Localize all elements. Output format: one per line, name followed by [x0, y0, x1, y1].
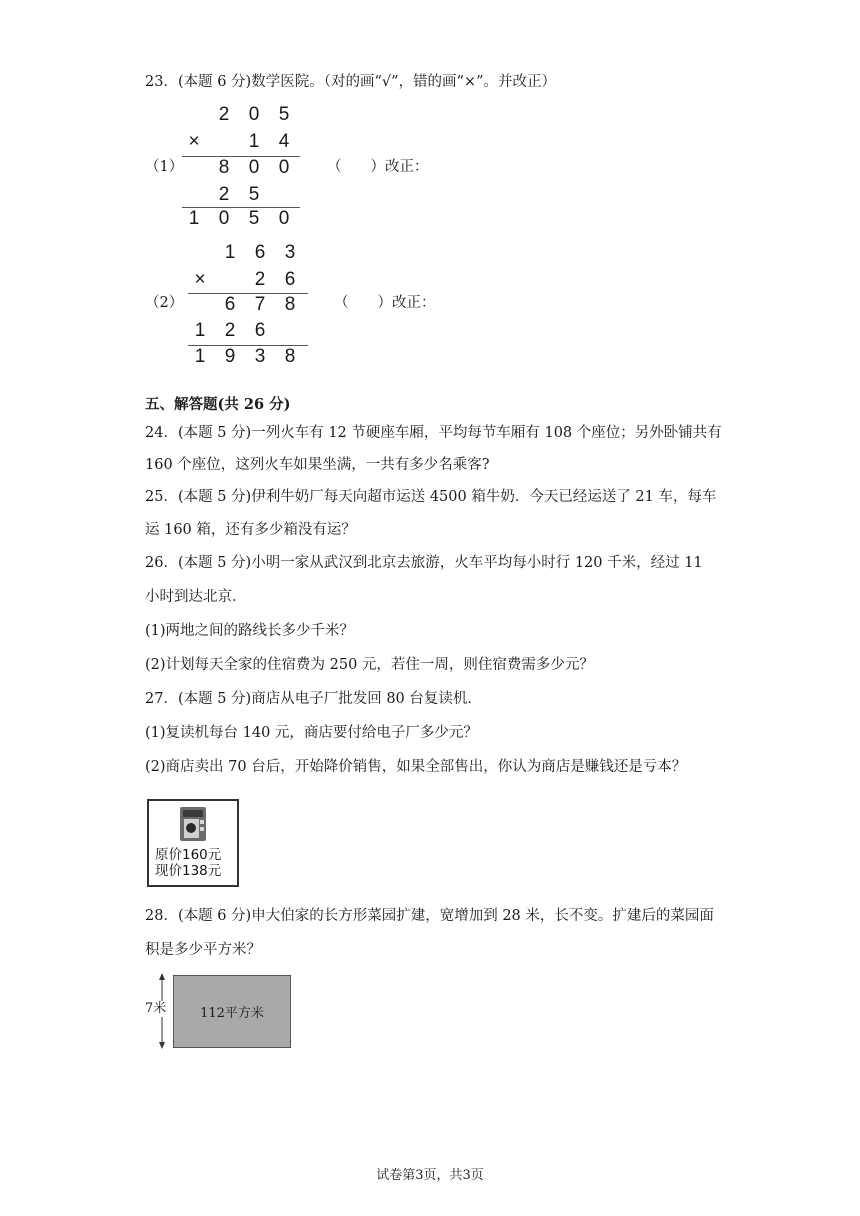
digit: 8 — [284, 346, 296, 367]
q27-sub1: (1)复读机每台 140 元，商店要付给电子厂多少元？ — [145, 725, 478, 741]
q25-line1: 25．(本题 5 分)伊利牛奶厂每天向超市运送 4500 箱牛奶．今天已经运送了 21 车，每车 — [145, 489, 717, 505]
digit: 2 — [254, 269, 266, 290]
side-label: 7米 — [145, 1001, 167, 1016]
original-price: 原价160元 — [155, 847, 222, 863]
garden-rectangle — [173, 975, 291, 1048]
digit: 8 — [218, 157, 230, 178]
digit: 7 — [254, 294, 266, 315]
digit: 5 — [248, 208, 260, 229]
digit: 4 — [278, 131, 290, 152]
price-card — [147, 799, 239, 887]
q27-sub2: (2)商店卖出 70 台后，开始降价销售，如果全部售出，你认为商店是赚钱还是亏本？ — [145, 759, 687, 775]
tape-recorder-icon — [177, 805, 209, 843]
q24-line2: 160 个座位，这列火车如果坐满，一共有多少名乘客? — [145, 457, 490, 473]
digit: 2 — [218, 104, 230, 125]
digit: 3 — [284, 242, 296, 263]
q26-sub1: (1)两地之间的路线长多少千米？ — [145, 623, 355, 639]
digit: 9 — [224, 346, 236, 367]
area-label: 112平方米 — [200, 1006, 264, 1021]
digit: 6 — [254, 242, 266, 263]
q23-item2-answer-blank[interactable]: （ ）改正： — [334, 295, 436, 311]
digit: 0 — [278, 208, 290, 229]
q26-line2: 小时到达北京． — [145, 589, 247, 605]
q26-sub2: (2)计划每天全家的住宿费为 250 元，若住一周，则住宿费需多少元？ — [145, 657, 594, 673]
q27-line1: 27．(本题 5 分)商店从电子厂批发回 80 台复读机． — [145, 691, 482, 707]
digit: 0 — [248, 157, 260, 178]
digit: 3 — [254, 346, 266, 367]
digit: 6 — [254, 320, 266, 341]
q28-line2: 积是多少平方米？ — [145, 942, 261, 958]
digit: 6 — [224, 294, 236, 315]
digit: 0 — [248, 104, 260, 125]
garden-figure — [145, 973, 295, 1049]
digit: 1 — [194, 320, 206, 341]
current-price: 现价138元 — [155, 863, 222, 879]
digit: 0 — [278, 157, 290, 178]
digit: 1 — [248, 131, 260, 152]
q24-line1: 24．(本题 5 分)一列火车有 12 节硬座车厢，平均每节车厢有 108 个座位；另外卧铺共有 — [145, 425, 722, 441]
section-heading: 五、解答题(共 26 分) — [145, 396, 291, 413]
page-footer: 试卷第3页，共3页 — [376, 1168, 484, 1183]
digit: 1 — [194, 346, 206, 367]
digit: 2 — [218, 184, 230, 205]
multiplication-2 — [186, 242, 316, 368]
q23-item1-answer-blank[interactable]: （ ）改正： — [327, 159, 429, 175]
digit: 5 — [278, 104, 290, 125]
digit: 6 — [284, 269, 296, 290]
digit: 1 — [188, 208, 200, 229]
q23-item1-label: （1） — [145, 159, 184, 175]
q26-line1: 26．(本题 5 分)小明一家从武汉到北京去旅游，火车平均每小时行 120 千米，经过 11 — [145, 555, 703, 571]
digit: 2 — [224, 320, 236, 341]
multiply-sign: × — [188, 131, 200, 152]
digit: 1 — [224, 242, 236, 263]
q23-title: 23．(本题 6 分)数学医院。（对的画“√”，错的画“×”。并改正） — [145, 74, 556, 90]
multiplication-1 — [180, 104, 310, 230]
multiply-sign: × — [194, 269, 206, 290]
digit: 8 — [284, 294, 296, 315]
digit: 0 — [218, 208, 230, 229]
digit: 5 — [248, 184, 260, 205]
q28-line1: 28．(本题 6 分)申大伯家的长方形菜园扩建，宽增加到 28 米，长不变。扩建后的菜园面 — [145, 908, 714, 924]
q23-item2-label: （2） — [145, 295, 184, 311]
q25-line2: 运 160 箱，还有多少箱没有运？ — [145, 522, 356, 538]
